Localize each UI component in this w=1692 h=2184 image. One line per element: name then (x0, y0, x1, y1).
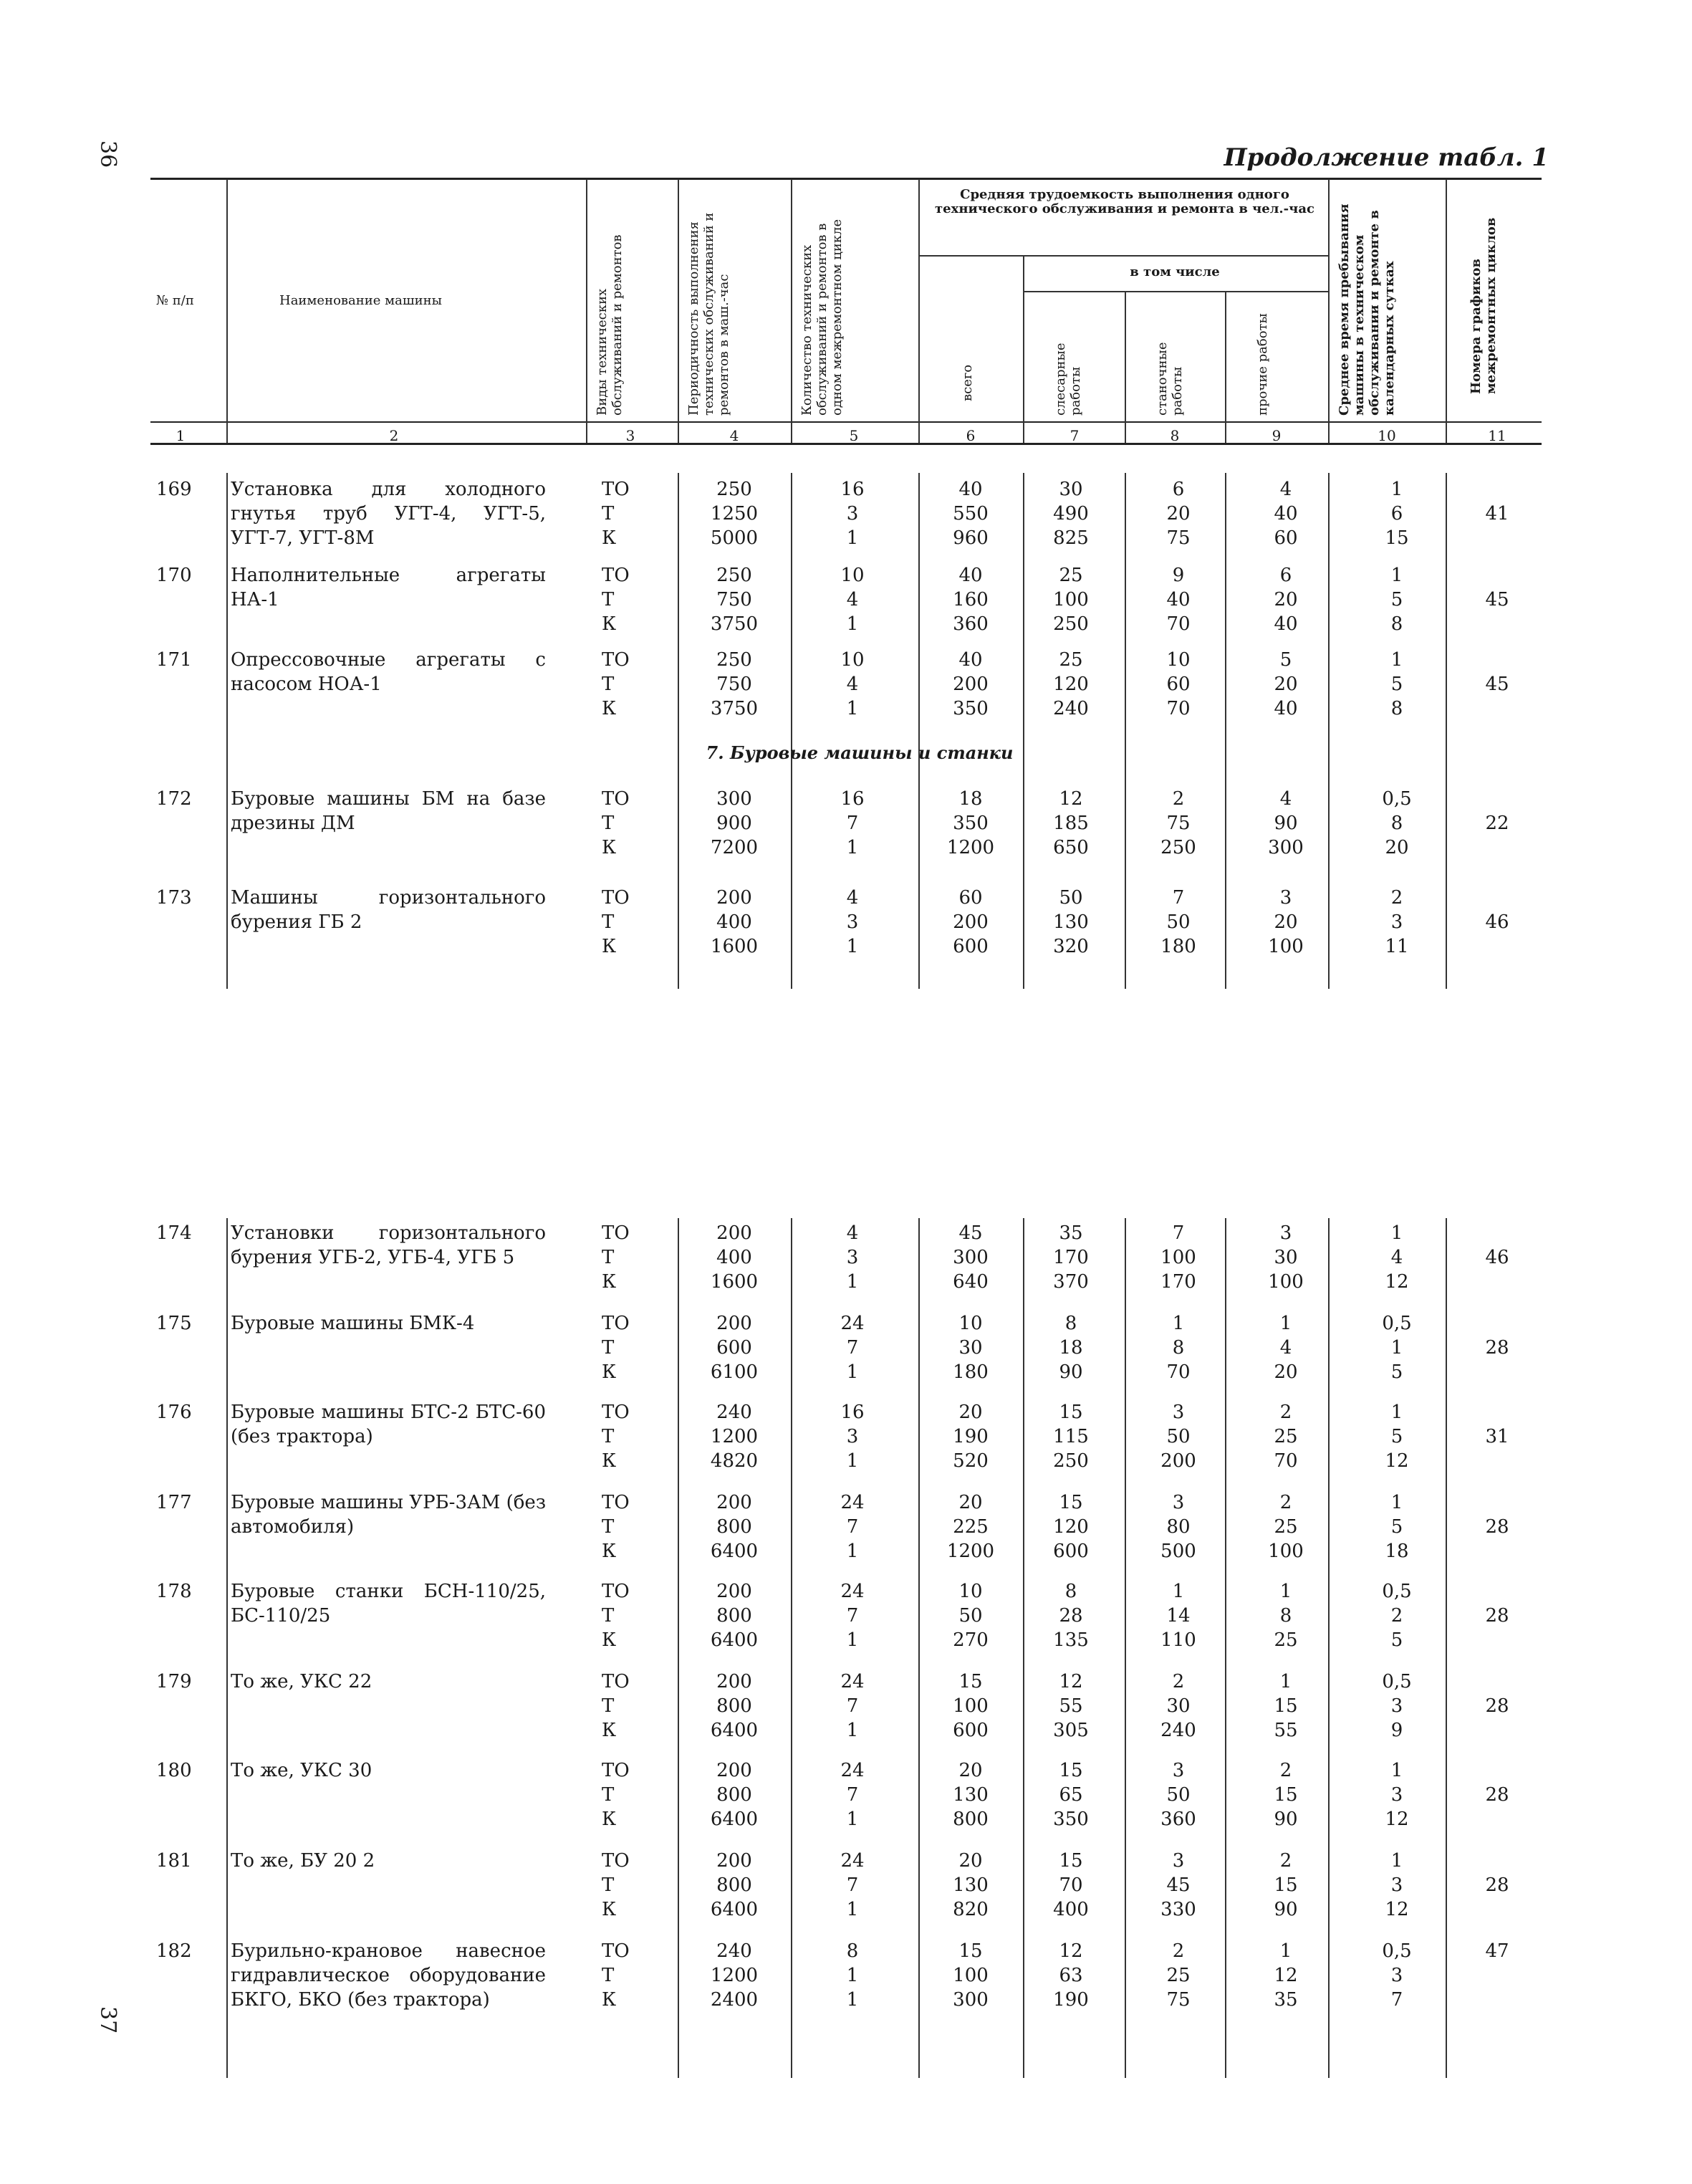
labor-machine: 1 8 70 (1166, 1313, 1191, 1383)
header-col-graph-numbers: Номера графиков межремонтных циклов (1469, 217, 1499, 394)
labor-machine: 3 50 360 (1160, 1760, 1196, 1830)
labor-total: 15 100 300 (953, 1940, 989, 2011)
graph-number: 46 (1485, 1247, 1509, 1268)
service-count: 24 7 1 (840, 1313, 865, 1383)
labor-machine: 7 100 170 (1160, 1222, 1196, 1293)
downtime-days: 0,5 1 5 (1382, 1313, 1412, 1383)
service-types: ТО Т К (602, 887, 630, 957)
col-divider (226, 179, 228, 443)
periodicity: 300 900 7200 (710, 788, 759, 858)
labor-machine: 2 30 240 (1160, 1671, 1196, 1741)
machine-name: Установка для холодного гнутья труб УГТ-4, УГТ-5, УГТ-7, УГТ-8М (231, 479, 546, 549)
labor-other: 1 4 20 (1274, 1313, 1298, 1383)
labor-locksmith: 30 490 825 (1053, 479, 1089, 549)
labor-total: 18 350 1200 (946, 788, 995, 858)
col-divider (226, 473, 228, 989)
col-divider (226, 1218, 228, 2078)
col-number-7: 7 (1069, 427, 1080, 444)
downtime-days: 0,5 3 7 (1382, 1940, 1412, 2011)
col-divider (918, 179, 920, 443)
graph-number: 45 (1485, 674, 1509, 695)
labor-total: 20 225 1200 (946, 1492, 995, 1562)
col-divider (1446, 473, 1447, 989)
table-continuation-label: Продолжение табл. 1 (1224, 143, 1549, 172)
graph-number: 28 (1485, 1695, 1509, 1717)
downtime-days: 1 3 12 (1385, 1760, 1409, 1830)
col-number-3: 3 (625, 427, 635, 444)
labor-locksmith: 50 130 320 (1053, 887, 1089, 957)
labor-locksmith: 15 65 350 (1053, 1760, 1089, 1830)
labor-other: 1 15 55 (1274, 1671, 1298, 1741)
labor-other: 1 12 35 (1274, 1940, 1298, 2011)
service-types: ТО Т К (602, 1940, 630, 2011)
labor-machine: 2 75 250 (1160, 788, 1196, 858)
labor-total: 40 160 360 (953, 565, 989, 635)
downtime-days: 1 3 12 (1385, 1850, 1409, 1920)
graph-number: 28 (1485, 1516, 1509, 1538)
downtime-days: 0,5 8 20 (1382, 788, 1412, 858)
col-divider (678, 1218, 679, 2078)
labor-locksmith: 8 18 90 (1059, 1313, 1083, 1383)
header-col-downtime: Среднее время пребывания машины в техническом обслуживании и ремонте в календарных сутках (1337, 203, 1397, 416)
header-labor-group: Средняя трудоемкость выполнения одного технического обслуживания и ремонта в чел.-час (935, 187, 1314, 216)
labor-machine: 1 14 110 (1160, 1581, 1196, 1651)
service-count: 10 4 1 (840, 649, 865, 719)
machine-name: Бурильно-крановое навесное гидравлическое оборудование БКГО, БКО (без трактора) (231, 1940, 546, 2011)
downtime-days: 0,5 3 9 (1382, 1671, 1412, 1741)
col-divider (1023, 473, 1024, 989)
row-number: 177 (156, 1492, 192, 1513)
row-number: 179 (156, 1671, 192, 1692)
service-count: 16 7 1 (840, 788, 865, 858)
labor-locksmith: 12 63 190 (1053, 1940, 1089, 2011)
col-divider (678, 473, 679, 989)
machine-name: Буровые машины БМК-4 (231, 1313, 475, 1334)
labor-total: 10 30 180 (953, 1313, 989, 1383)
col-divider (1328, 1218, 1330, 2078)
row-number: 172 (156, 788, 192, 810)
periodicity: 240 1200 2400 (710, 1940, 759, 2011)
labor-locksmith: 15 115 250 (1053, 1402, 1089, 1472)
machine-name: Машины горизонтального бурения ГБ 2 (231, 887, 546, 933)
service-types: ТО Т К (602, 1581, 630, 1651)
labor-total: 40 550 960 (953, 479, 989, 549)
service-types: ТО Т К (602, 1492, 630, 1562)
col-divider (1125, 292, 1126, 443)
col-divider (1125, 1218, 1126, 2078)
header-col-service-types: Виды технических обслуживаний и ремонтов (595, 234, 625, 416)
labor-total: 20 190 520 (953, 1402, 989, 1472)
periodicity: 200 600 6100 (710, 1313, 759, 1383)
group-header-rule (918, 255, 1328, 257)
labor-other: 2 25 70 (1274, 1402, 1298, 1472)
service-types: ТО Т К (602, 1222, 630, 1293)
labor-total: 20 130 800 (953, 1760, 989, 1830)
service-count: 4 3 1 (846, 1222, 859, 1293)
labor-total: 15 100 600 (953, 1671, 989, 1741)
graph-number: 28 (1485, 1874, 1509, 1896)
graph-number: 45 (1485, 589, 1509, 610)
header-col-periodicity: Периодичность выполнения технических обслуживаний и ремонтов в маш.-час (686, 212, 731, 416)
labor-machine: 9 40 70 (1166, 565, 1191, 635)
header-col-service-count: Количество технических обслуживаний и ремонтов в одном межремонтном цикле (799, 219, 845, 416)
labor-locksmith: 25 120 240 (1053, 649, 1089, 719)
periodicity: 200 800 6400 (710, 1492, 759, 1562)
service-count: 24 7 1 (840, 1850, 865, 1920)
header-bottom-rule (150, 421, 1542, 423)
labor-locksmith: 25 100 250 (1053, 565, 1089, 635)
header-col-number: № п/п (156, 293, 194, 308)
graph-number: 46 (1485, 911, 1509, 933)
col-divider (1446, 179, 1447, 443)
graph-number: 28 (1485, 1605, 1509, 1627)
periodicity: 200 800 6400 (710, 1850, 759, 1920)
row-number: 169 (156, 479, 192, 500)
machine-name: То же, БУ 20 2 (231, 1850, 375, 1872)
labor-total: 10 50 270 (953, 1581, 989, 1651)
col-divider (791, 179, 792, 443)
periodicity: 200 800 6400 (710, 1760, 759, 1830)
machine-name: Буровые машины БТС-2 БТС-60 (без трактора) (231, 1402, 546, 1447)
col-divider (791, 473, 792, 989)
labor-total: 20 130 820 (953, 1850, 989, 1920)
service-count: 24 7 1 (840, 1671, 865, 1741)
labor-other: 3 30 100 (1268, 1222, 1304, 1293)
row-number: 176 (156, 1402, 192, 1423)
periodicity: 200 800 6400 (710, 1581, 759, 1651)
labor-machine: 3 50 200 (1160, 1402, 1196, 1472)
service-types: ТО Т К (602, 479, 630, 549)
graph-number: 28 (1485, 1337, 1509, 1359)
row-number: 178 (156, 1581, 192, 1602)
labor-locksmith: 35 170 370 (1053, 1222, 1089, 1293)
labor-other: 2 15 90 (1274, 1760, 1298, 1830)
row-number: 180 (156, 1760, 192, 1781)
labor-other: 3 20 100 (1268, 887, 1304, 957)
downtime-days: 0,5 2 5 (1382, 1581, 1412, 1651)
labor-other: 2 25 100 (1268, 1492, 1304, 1562)
table-top-rule (150, 178, 1542, 180)
row-number: 171 (156, 649, 192, 671)
machine-name: Буровые машины БМ на базе дрезины ДМ (231, 788, 546, 834)
machine-name: То же, УКС 30 (231, 1760, 372, 1781)
downtime-days: 1 5 8 (1390, 565, 1403, 635)
machine-name: Опрессовочные агрегаты с насосом НОА-1 (231, 649, 546, 695)
downtime-days: 1 6 15 (1385, 479, 1409, 549)
periodicity: 240 1200 4820 (710, 1402, 759, 1472)
row-number: 173 (156, 887, 192, 909)
labor-other: 6 20 40 (1274, 565, 1298, 635)
service-count: 8 1 1 (846, 1940, 859, 2011)
downtime-days: 1 5 8 (1390, 649, 1403, 719)
col-number-8: 8 (1170, 427, 1180, 444)
service-count: 10 4 1 (840, 565, 865, 635)
labor-total: 40 200 350 (953, 649, 989, 719)
labor-locksmith: 15 120 600 (1053, 1492, 1089, 1562)
service-count: 24 7 1 (840, 1760, 865, 1830)
service-types: ТО Т К (602, 1760, 630, 1830)
service-types: ТО Т К (602, 1313, 630, 1383)
col-divider (1328, 473, 1330, 989)
col-divider (791, 1218, 792, 2078)
machine-name: Наполнительные агрегаты НА-1 (231, 565, 546, 610)
service-types: ТО Т К (602, 565, 630, 635)
labor-machine: 6 20 75 (1166, 479, 1191, 549)
machine-name: Установки горизонтального бурения УГБ-2, УГБ-4, УГБ 5 (231, 1222, 546, 1268)
col-divider (1225, 473, 1226, 989)
machine-name: То же, УКС 22 (231, 1671, 372, 1692)
graph-number: 47 (1485, 1940, 1509, 1962)
col-divider (678, 179, 679, 443)
header-subgroup: в том числе (1130, 264, 1220, 279)
row-number: 170 (156, 565, 192, 586)
service-count: 4 3 1 (846, 887, 859, 957)
labor-machine: 2 25 75 (1166, 1940, 1191, 2011)
col-number-10: 10 (1378, 427, 1396, 444)
labor-machine: 10 60 70 (1166, 649, 1191, 719)
downtime-days: 1 5 18 (1385, 1492, 1409, 1562)
downtime-days: 1 5 12 (1385, 1402, 1409, 1472)
service-count: 16 3 1 (840, 1402, 865, 1472)
col-divider (1125, 473, 1126, 989)
periodicity: 250 750 3750 (710, 649, 759, 719)
page-number-top: 36 (95, 140, 120, 168)
row-number: 182 (156, 1940, 192, 1962)
col-number-6: 6 (966, 427, 976, 444)
graph-number: 22 (1485, 813, 1509, 834)
graph-number: 28 (1485, 1784, 1509, 1806)
col-divider (1023, 257, 1024, 443)
header-col-locksmith: слесарные работы (1053, 343, 1083, 416)
labor-other: 4 40 60 (1274, 479, 1298, 549)
labor-other: 1 8 25 (1274, 1581, 1298, 1651)
periodicity: 250 750 3750 (710, 565, 759, 635)
labor-total: 45 300 640 (953, 1222, 989, 1293)
periodicity: 200 800 6400 (710, 1671, 759, 1741)
page-number-bottom: 37 (95, 2006, 120, 2034)
service-count: 24 7 1 (840, 1492, 865, 1562)
col-number-4: 4 (729, 427, 739, 444)
col-divider (1328, 179, 1330, 443)
row-number: 181 (156, 1850, 192, 1872)
downtime-days: 2 3 11 (1385, 887, 1409, 957)
col-divider (1446, 1218, 1447, 2078)
labor-machine: 3 80 500 (1160, 1492, 1196, 1562)
col-number-2: 2 (389, 427, 399, 444)
service-types: ТО Т К (602, 788, 630, 858)
col-divider (918, 473, 920, 989)
service-types: ТО Т К (602, 649, 630, 719)
header-col-machine-name: Наименование машины (279, 293, 442, 308)
labor-locksmith: 8 28 135 (1053, 1581, 1089, 1651)
col-divider (1225, 292, 1226, 443)
labor-locksmith: 12 55 305 (1053, 1671, 1089, 1741)
machine-name: Буровые машины УРБ-3АМ (без автомобиля) (231, 1492, 546, 1538)
labor-machine: 7 50 180 (1160, 887, 1196, 957)
labor-locksmith: 15 70 400 (1053, 1850, 1089, 1920)
periodicity: 250 1250 5000 (710, 479, 759, 549)
row-number: 175 (156, 1313, 192, 1334)
periodicity: 200 400 1600 (710, 1222, 759, 1293)
labor-other: 2 15 90 (1274, 1850, 1298, 1920)
periodicity: 200 400 1600 (710, 887, 759, 957)
col-number-5: 5 (849, 427, 859, 444)
col-divider (586, 179, 587, 443)
downtime-days: 1 4 12 (1385, 1222, 1409, 1293)
service-types: ТО Т К (602, 1850, 630, 1920)
graph-number: 41 (1485, 503, 1509, 525)
labor-machine: 3 45 330 (1160, 1850, 1196, 1920)
col-number-11: 11 (1488, 427, 1506, 444)
labor-other: 5 20 40 (1274, 649, 1298, 719)
row-number: 174 (156, 1222, 192, 1244)
machine-name: Буровые станки БСН-110/25, БС-110/25 (231, 1581, 546, 1627)
labor-locksmith: 12 185 650 (1053, 788, 1089, 858)
subgroup-header-rule (1023, 291, 1328, 292)
header-col-other-work: прочие работы (1255, 313, 1270, 416)
graph-number: 31 (1485, 1426, 1509, 1447)
col-number-9: 9 (1272, 427, 1282, 444)
col-divider (918, 1218, 920, 2078)
labor-total: 60 200 600 (953, 887, 989, 957)
col-divider (1225, 1218, 1226, 2078)
col-divider (1023, 1218, 1024, 2078)
section-title: 7. Буровые машины и станки (706, 742, 1014, 763)
header-col-machine-work: станочные работы (1155, 342, 1185, 416)
service-types: ТО Т К (602, 1402, 630, 1472)
service-types: ТО Т К (602, 1671, 630, 1741)
service-count: 24 7 1 (840, 1581, 865, 1651)
labor-other: 4 90 300 (1268, 788, 1304, 858)
col-number-1: 1 (176, 427, 186, 444)
service-count: 16 3 1 (840, 479, 865, 549)
header-col-total: всего (960, 364, 975, 401)
